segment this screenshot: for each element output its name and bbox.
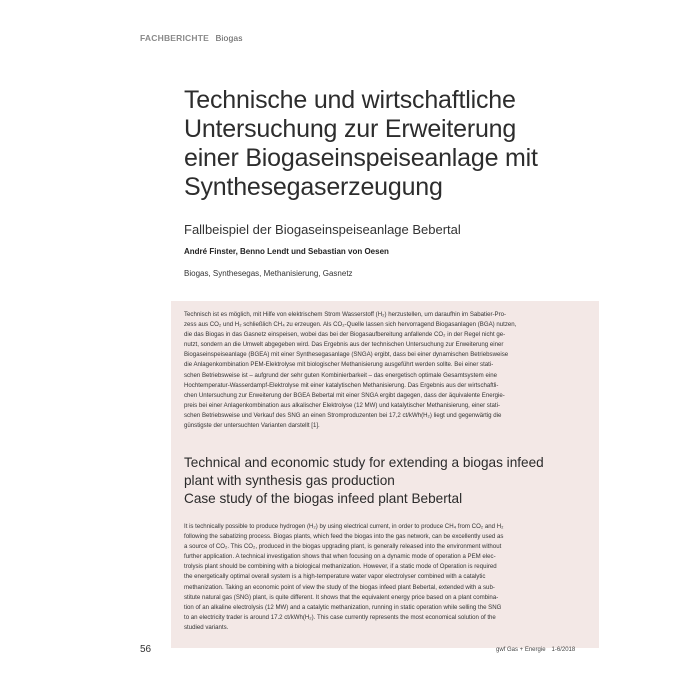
abstract-line: die Anlagenkombination PEM-Elektrolyse mit biologischer Methanisierung ausgeführt werden sollte. Bei einer stati-: [184, 361, 494, 369]
abstract-line: preis bei einer Anlagenkombination aus alkalischer Elektrolyse (12 MW) und katalytischer Methanisierung, einer stati-: [184, 401, 501, 409]
article-subtitle: Fallbeispiel der Biogaseinspeiseanlage Bebertal: [184, 222, 461, 237]
journal-name: gwf Gas + Energie: [496, 647, 546, 653]
abstract-line: trolysis plant should be combining with a biological methanization. However, if a static mode of Operation is required: [184, 563, 497, 571]
title-line: Technische und wirtschaftliche: [184, 86, 516, 114]
title-line: Synthesegaserzeugung: [184, 173, 443, 201]
header-subsection: Biogas: [215, 33, 243, 43]
article-authors: André Finster, Benno Lendt und Sebastian von Oesen: [184, 247, 389, 256]
abstract-line: the energetically optimal overall system is a high-temperature water vapor electrolyser combined with a catalytic: [184, 573, 486, 581]
abstract-line: following the sabatizing process. Biogas plants, which feed the biogas into the gas network, can be excellently used as: [184, 533, 504, 541]
abstract-line: Biogaseinspeiseanlage (BGEA) mit einer Synthesegasanlage (SNGA) ergibt, dass bei einer dynamischen Betriebsweise: [184, 351, 509, 359]
abstract-line: a source of CO₂. This CO₂, produced in the biogas upgrading plant, is generally released into the environment without: [184, 543, 502, 551]
abstract-line: further application. A technical investigation shows that when focusing on a dynamic mode of operation a PEM elec-: [184, 553, 496, 561]
english-title-line: Technical and economic study for extending a biogas infeed: [184, 455, 544, 470]
abstract-line: studied variants.: [184, 623, 229, 631]
abstract-line: tion of an alkaline electrolysis (12 MW) and a catalytic methanization, running in static operation while selling the SNG: [184, 603, 502, 611]
running-header: [140, 33, 243, 43]
abstract-line: günstigste der untersuchten Varianten darstellt [1].: [184, 422, 320, 430]
abstract-line: Technisch ist es möglich, mit Hilfe von elektrischem Strom Wasserstoff (H₂) herzustellen, um daraufhin im Sabatier-Pro-: [184, 311, 507, 318]
abstract-english: [184, 522, 588, 633]
page-number: 56: [140, 644, 152, 655]
english-title: [184, 454, 588, 508]
abstract-line: methanization. Taking an economic point of view the study of the biogas infeed plant Bebertal, extended with a sub-: [184, 583, 495, 591]
abstract-line: nutzt, sondern an die Umwelt abgegeben wird. Das Ergebnis aus der technischen Untersuchung zur Erweiterung einer: [184, 341, 504, 349]
article-title: [184, 86, 604, 202]
header-section: FACHBERICHTE: [140, 33, 209, 43]
abstract-line: It is technically possible to produce hydrogen (H₂) by using electrical current, in order to produce CH₄ from CO₂ and H₂: [184, 523, 504, 530]
abstract-line: schen Betriebsweise ist – aufgrund der sehr guten Kombinierbarkeit – das energetisch optimale Gesamtsystem eine: [184, 371, 497, 379]
english-title-line: plant with synthesis gas production: [184, 473, 395, 488]
abstract-german: [184, 310, 587, 431]
abstract-line: die das Biogas in das Gasnetz einspeisen, wobei das bei der Biogasaufbereitung anfallende CO₂ in der Regel nicht ge-: [184, 331, 506, 339]
abstract-line: stitute natural gas (SNG) plant, is quite different. It shows that the equivalent energy price based on a plant combina-: [184, 593, 499, 601]
title-line: einer Biogaseinspeiseanlage mit: [184, 144, 538, 172]
abstract-line: Hochtemperatur-Wasserdampf-Elektrolyse mit einer katalytischen Methanisierung. Das Ergebnis aus der wirtschaftli-: [184, 381, 499, 389]
article-keywords: Biogas, Synthesegas, Methanisierung, Gasnetz: [184, 269, 353, 278]
abstract-line: zess aus CO₂ und H₂ schließlich CH₄ zu erzeugen. Als CO₂-Quelle lassen sich hervorragend Biogasanlagen (BGA) nutzen,: [184, 321, 517, 329]
abstract-line: to an electricity trader is around 17.2 ct/kWh(H₂). This case currently represents the most economical solution of the: [184, 613, 496, 621]
journal-issue: 1-6/2018: [551, 647, 576, 653]
abstract-line: schen Betriebsweise und Verkauf des SNG an einen Stromproduzenten bei 17,2 ct/kWh(H₂) liegt und gegenwärtig die: [184, 411, 502, 419]
abstract-line: chen Untersuchung zur Erweiterung der BGEA Bebertal mit einer SNGA ergibt dagegen, dass der äquivalente Energie-: [184, 391, 505, 399]
title-line: Untersuchung zur Erweiterung: [184, 115, 517, 143]
journal-footer: [496, 647, 575, 653]
english-title-line: Case study of the biogas infeed plant Bebertal: [184, 491, 463, 506]
